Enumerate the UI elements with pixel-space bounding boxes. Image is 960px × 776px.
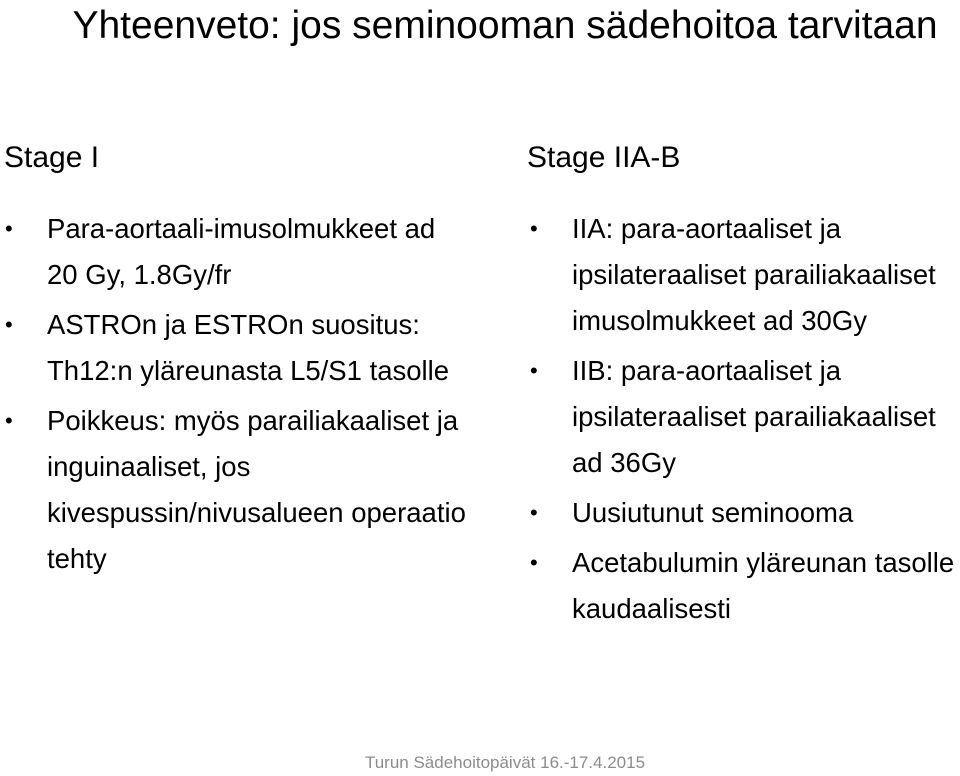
bullet-dot-icon: • <box>530 358 538 383</box>
bullet-dot-icon: • <box>5 216 13 241</box>
list-item-text: IIB: para-aortaaliset ja ipsilateraaliset parailiakaaliset ad 36Gy <box>572 355 936 478</box>
bullet-dot-icon: • <box>5 312 13 337</box>
list-item <box>525 490 960 536</box>
bullet-dot-icon: • <box>530 216 538 241</box>
bullet-dot-icon: • <box>5 408 13 433</box>
list-item <box>0 206 467 298</box>
stage-i-bullet-list <box>0 206 480 586</box>
stage-iia-b-bullet-list <box>525 206 960 636</box>
slide-title: Yhteenveto: jos seminooman sädehoitoa tarvitaan <box>72 4 938 47</box>
list-item-text: Para-aortaali-imusolmukkeet ad 20 Gy, 1.8Gy/fr <box>47 213 436 290</box>
bullet-dot-icon: • <box>530 550 538 575</box>
list-item <box>0 398 487 582</box>
list-item-text: Poikkeus: myös parailiakaaliset ja inguinaaliset, jos kivespussin/nivusalueen operaatio tehty <box>47 405 466 574</box>
bullet-dot-icon: • <box>530 500 538 525</box>
list-item <box>525 348 960 486</box>
list-item-text: Acetabulumin yläreunan tasolle kaudaalisesti <box>572 547 955 624</box>
list-item-text: ASTROn ja ESTROn suositus: Th12:n yläreunasta L5/S1 tasolle <box>47 309 450 386</box>
list-item <box>525 206 960 344</box>
list-item-text: Uusiutunut seminooma <box>572 497 854 528</box>
stage-iia-b-heading: Stage IIA-B <box>527 141 681 174</box>
list-item <box>0 302 477 394</box>
stage-i-heading: Stage I <box>4 141 100 174</box>
slide-footer: Turun Sädehoitopäivät 16.-17.4.2015 <box>364 753 646 772</box>
list-item-text: IIA: para-aortaaliset ja ipsilateraaliset parailiakaaliset imusolmukkeet ad 30Gy <box>572 213 936 336</box>
list-item <box>525 540 960 632</box>
